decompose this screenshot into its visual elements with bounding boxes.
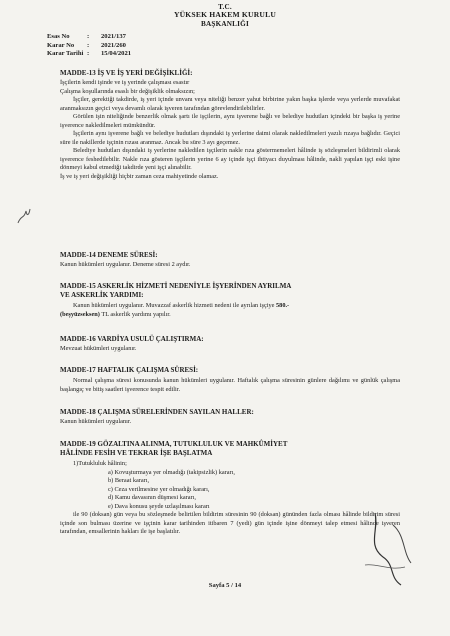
header-org: YÜKSEK HAKEM KURULU: [173, 10, 277, 19]
m14-body: Kanun hükümleri uygulanır. Deneme süresi 2 aydır.: [60, 261, 191, 268]
meta-value: 2021/260: [101, 41, 126, 49]
m19-closing: ile 90 (doksan) gün veya bu sözleşmede belirtilen bildirim süresinin 90 (doksan) gününden fazla olması hâlinde bildirim süresi içinde son bulması üzerine ve işçinin karar tarihinden itibaren 7 (yedi) gün içinde işine dönmeyi talep etmesi hâlinde işveren tarafından, emsallerinin hakları ile işe başlatılır.: [60, 511, 400, 535]
m15-body: [60, 302, 400, 319]
m19-item: b) Beraat kararı,: [108, 477, 150, 484]
m13-line-2: Çalışma koşullarında esaslı bir değişiklik olmaksızın;: [60, 87, 195, 95]
m15-body-1: Kanun hükümleri uygulanır. Muvazzaf askerlik hizmeti nedeni ile ayrılan işçiye: [73, 302, 275, 309]
meta-label: Karar No: [47, 41, 75, 49]
m13-title: MADDE-13 İŞ VE İŞ YERİ DEĞİŞİKLİĞİ:: [60, 69, 193, 77]
meta-row-esas: [47, 33, 131, 42]
m13-para-4: Belediye hudutları dışındaki iş yerlerine nakledilen işçilerin nakle rıza göstermemeleri hâlinde iş sözleşmeleri bildirimli olarak işverence feshedilebilir. Nakle rıza gösteren işçilerin yerine 6 ay içinde işçi ihtiyacı duyulması hâlinde, nakli yapılan işçi eski işine dönmeyi kabul etmediği takdirde yeni işçi alınabilir.: [60, 147, 400, 171]
m13-body: [60, 79, 400, 181]
meta-value: 15/04/2021: [101, 50, 132, 58]
meta-label: Esas No: [47, 33, 70, 40]
m18-body: Kanun hükümleri uygulanır.: [60, 418, 132, 425]
m19-item: d) Kamu davasının düşmesi kararı,: [108, 494, 196, 501]
m16-body: Mevzuat hükümleri uygulanır.: [60, 345, 137, 352]
meta-label: Karar Tarihi: [47, 50, 84, 58]
m16-title: MADDE-16 VARDİYA USULÜ ÇALIŞTIRMA:: [60, 335, 204, 343]
m19-title-1: MADDE-19 GÖZALTINA ALINMA, TUTUKLULUK VE MAHKÛMİYET: [60, 440, 288, 448]
m19-item: c) Ceza verilmesine yer olmadığı kararı,: [108, 485, 210, 493]
m13-para-5: İş ve iş yeri değişikliği hiçbir zaman ceza mahiyetinde olamaz.: [60, 172, 219, 180]
page-number: Sayfa 5 / 14: [208, 582, 242, 589]
m19-title-2: HÂLİNDE FESİH VE TEKRAR İŞE BAŞLATMA: [60, 449, 213, 457]
m17-body: Normal çalışma süresi konusunda kanun hükümleri uygulanır. Haftalık çalışma süresinin günlere dağılımı ve günlük çalışma başlangıç ve bitiş saatleri işverence tespit edilir.: [60, 377, 400, 393]
m15-amount: 580.-: [276, 302, 290, 309]
meta-colon: :: [87, 33, 90, 40]
m19-item: a) Kovuşturmaya yer olmadığı (takipsizlik) kararı,: [108, 468, 235, 476]
m14-title: MADDE-14 DENEME SÜRESİ:: [60, 251, 158, 259]
m19-item: e) Dava konusu şeyde uzlaşılması kararı: [108, 502, 210, 510]
m18-title: MADDE-18 ÇALIŞMA SÜRELERİNDEN SAYILAN HALLER:: [60, 408, 254, 416]
margin-pen-mark: [16, 205, 32, 227]
header-tc: T.C.: [218, 3, 232, 11]
m13-line-1: İşçilerin kendi işinde ve iş yerinde çalışması esastır: [60, 79, 190, 86]
m15-amount-words: (beşyüzseksen): [60, 310, 100, 318]
m13-para-1: İşçiler, gerektiği takdirde, iş yeri içinde unvanı veya niteliği benzer yahut birbirine yakın başka işlerde veya yerlerde muvafakat aranmaksızın geçici veya devamlı olarak işveren tarafından görevlendirilebilirler.: [60, 96, 400, 112]
m13-para-2: Görülen işin niteliğinde benzerlik olmak şartı ile işçilerin, aynı işverene bağlı ve belediye hudutları içindeki bir başka iş yerine işverence nakledilmeleri mümkündür.: [60, 113, 400, 129]
m17-title: MADDE-17 HAFTALIK ÇALIŞMA SÜRESİ:: [60, 366, 199, 374]
m15-body-2: TL askerlik yardımı yapılır.: [99, 310, 171, 318]
m15-title-1: MADDE-15 ASKERLİK HİZMETİ NEDENİYLE İŞYERİNDEN AYRILMA: [60, 282, 292, 290]
m13-para-3: İşçilerin aynı işverene bağlı ve belediye hudutları dışındaki iş yerlerine daimi olarak nakledilmeleri yazılı rızaya bağlıdır. Geçici süre ile nakillerde işçinin rızası aranmaz. Ancak bu süre 3 ayı geçemez.: [60, 130, 400, 146]
meta-colon: :: [87, 50, 90, 58]
m15-title-2: VE ASKERLİK YARDIMI:: [60, 291, 144, 299]
meta-row-karar: [47, 42, 131, 51]
meta-row-tarih: [47, 50, 131, 59]
meta-value: 2021/137: [101, 33, 126, 40]
header-office: BAŞKANLIĞI: [201, 20, 249, 28]
case-meta: [47, 33, 131, 59]
meta-colon: :: [87, 41, 90, 49]
m19-intro: 1)Tutukluluk hâlinin;: [73, 460, 127, 467]
